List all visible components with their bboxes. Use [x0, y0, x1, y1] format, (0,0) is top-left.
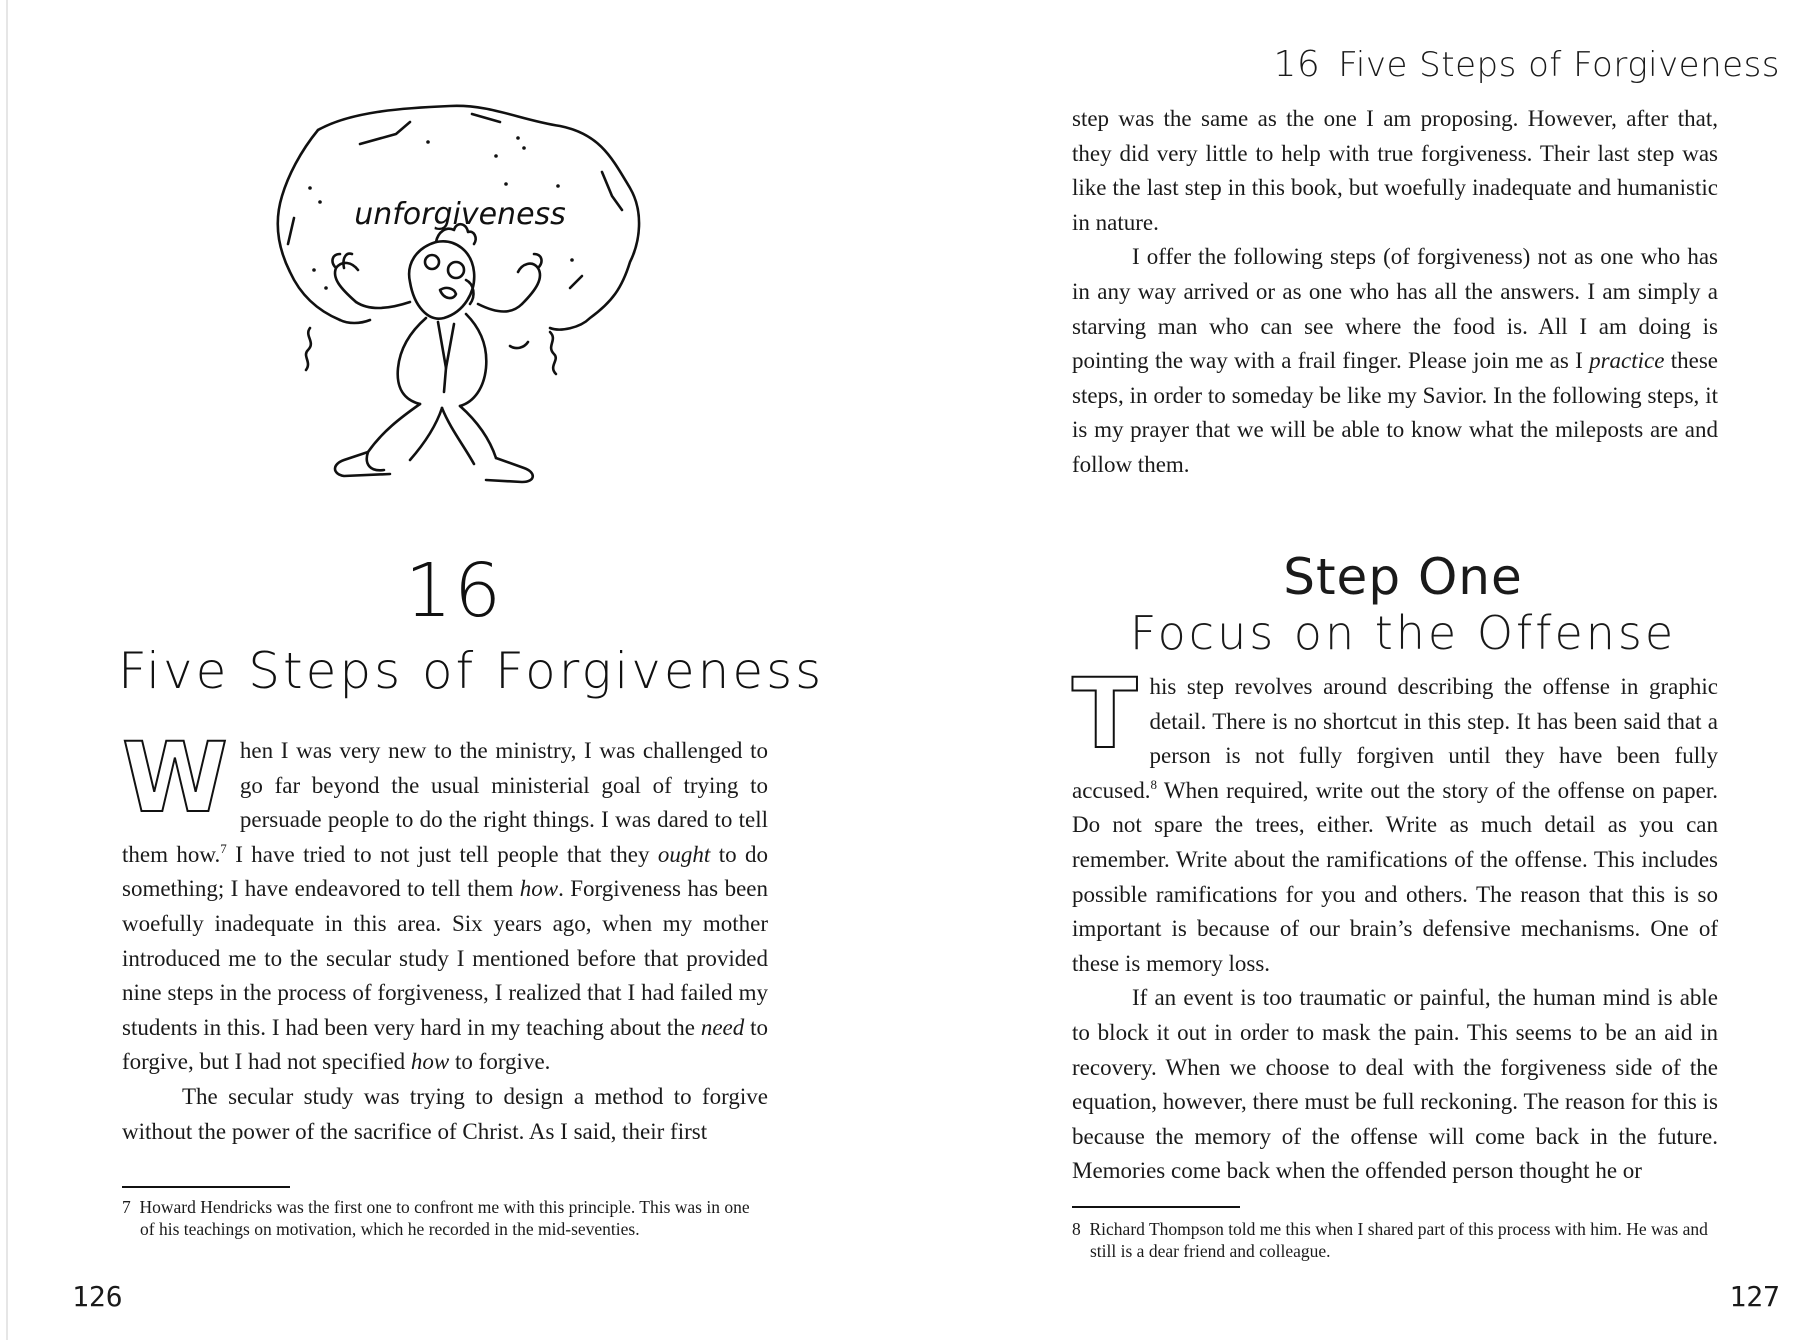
- running-head-number: 16: [1273, 44, 1321, 85]
- footnote-rule: [122, 1186, 290, 1188]
- footnote-ref: 7: [220, 840, 227, 856]
- footnote-rule: [1072, 1206, 1240, 1208]
- running-head-title: Five Steps of Forgiveness: [1338, 45, 1780, 85]
- footnote: [122, 1196, 762, 1240]
- paragraph: [1072, 658, 1718, 981]
- emphasis: need: [700, 1014, 745, 1040]
- text-run: I have tried to not just tell people that they: [226, 841, 658, 867]
- footnote-number: 7: [122, 1197, 131, 1217]
- illustration-label: unforgiveness: [354, 197, 566, 232]
- paragraph: [122, 722, 769, 1080]
- text-run: to do something; I have endeavored to tell them: [122, 841, 769, 902]
- boulder-man-illustration: [260, 92, 680, 512]
- emphasis: how: [410, 1049, 450, 1075]
- chapter-number: 16: [404, 548, 504, 634]
- text-run: hen I was very new to the ministry, I was challenged to go far beyond the usual ministerial goal of trying to persuade people to do the right things. I was dared to tell them how.: [122, 738, 768, 867]
- paragraph: If an event is too traumatic or painful, the human mind is able to block it out in order to mask the pain. This seems to be an aid in recovery. When we choose to deal with the forgiveness side of the equation, however, there must be full reckoning. The reason for this is because the memory of the offense will come back in the future. Memories come back when the offended person thought he or: [1072, 985, 1718, 1184]
- text-run: these steps, in order to someday be like my Savior. In the following steps, it is my prayer that we will be able to know what the mileposts are and follow them.: [1072, 348, 1718, 477]
- left-body-text: [122, 722, 769, 1149]
- page-number: 126: [72, 1280, 123, 1313]
- paragraph: [1072, 240, 1718, 482]
- footnote: [1072, 1218, 1712, 1262]
- text-run: When required, write out the story of the offense on paper. Do not spare the trees, either. Write as much detail as you can remember. Write about the ramifications of the offense. This includes possible ramifications for you and others. The reason that this is so important is because of our brain’s defensive mechanisms. One of these is memory loss.: [1072, 777, 1718, 976]
- footnote-ref: 8: [1150, 776, 1158, 792]
- paragraph: step was the same as the one I am proposing. However, after that, they did very little to help with true forgiveness. Their last step was like the last step in this book, but woefully inadequate and humanistic in nature.: [1072, 106, 1718, 235]
- text-run: . Forgiveness has been woefully inadequate in this area. Six years ago, when my mother introduced me to the secular study I mentioned before that provided nine steps in the process of forgiveness, I realized that I had failed my students in this. I had been very hard in my teaching about the: [122, 876, 768, 1040]
- drop-cap: W: [122, 722, 228, 834]
- drop-cap: T: [1072, 658, 1138, 770]
- step-title: Step One: [1283, 548, 1523, 606]
- page-number: 127: [1729, 1280, 1780, 1313]
- text-run: I offer the following steps (of forgiveness) not as one who has in any way arrived or as one who has all the answers. I am simply a starving man who can see where the food is. All I am doing is pointing the way with a frail finger. Please join me as I: [1072, 244, 1718, 374]
- running-head: [1273, 44, 1780, 85]
- footnote-number: 8: [1072, 1219, 1081, 1239]
- right-page: [908, 0, 1816, 1340]
- emphasis: practice: [1589, 348, 1665, 374]
- text-run: his step revolves around describing the offense in graphic detail. There is no shortcut in this step. It has been said that a person is not fully forgiven until they have been fully accused.: [1072, 674, 1718, 803]
- chapter-title: Five Steps of Forgiveness: [118, 642, 825, 700]
- footnote-text: Howard Hendricks was the first one to confront me with this principle. This was in one of his teachings on motivation, which he recorded in the mid-seventies.: [139, 1197, 750, 1239]
- emphasis: how: [519, 876, 559, 902]
- text-run: to forgive.: [449, 1049, 551, 1075]
- paragraph: The secular study was trying to design a method to forgive without the power of the sacrifice of Christ. As I said, their first: [122, 1083, 768, 1144]
- step-subtitle: Focus on the Offense: [1129, 606, 1677, 660]
- right-body-text-top: [1072, 102, 1718, 483]
- footnote-text: Richard Thompson told me this when I shared part of this process with him. He was and still is a dear friend and colleague.: [1089, 1219, 1708, 1261]
- emphasis: ought: [657, 841, 711, 867]
- right-body-text-bottom: [1072, 658, 1718, 1189]
- text-run: to forgive, but I had not specified: [122, 1014, 768, 1075]
